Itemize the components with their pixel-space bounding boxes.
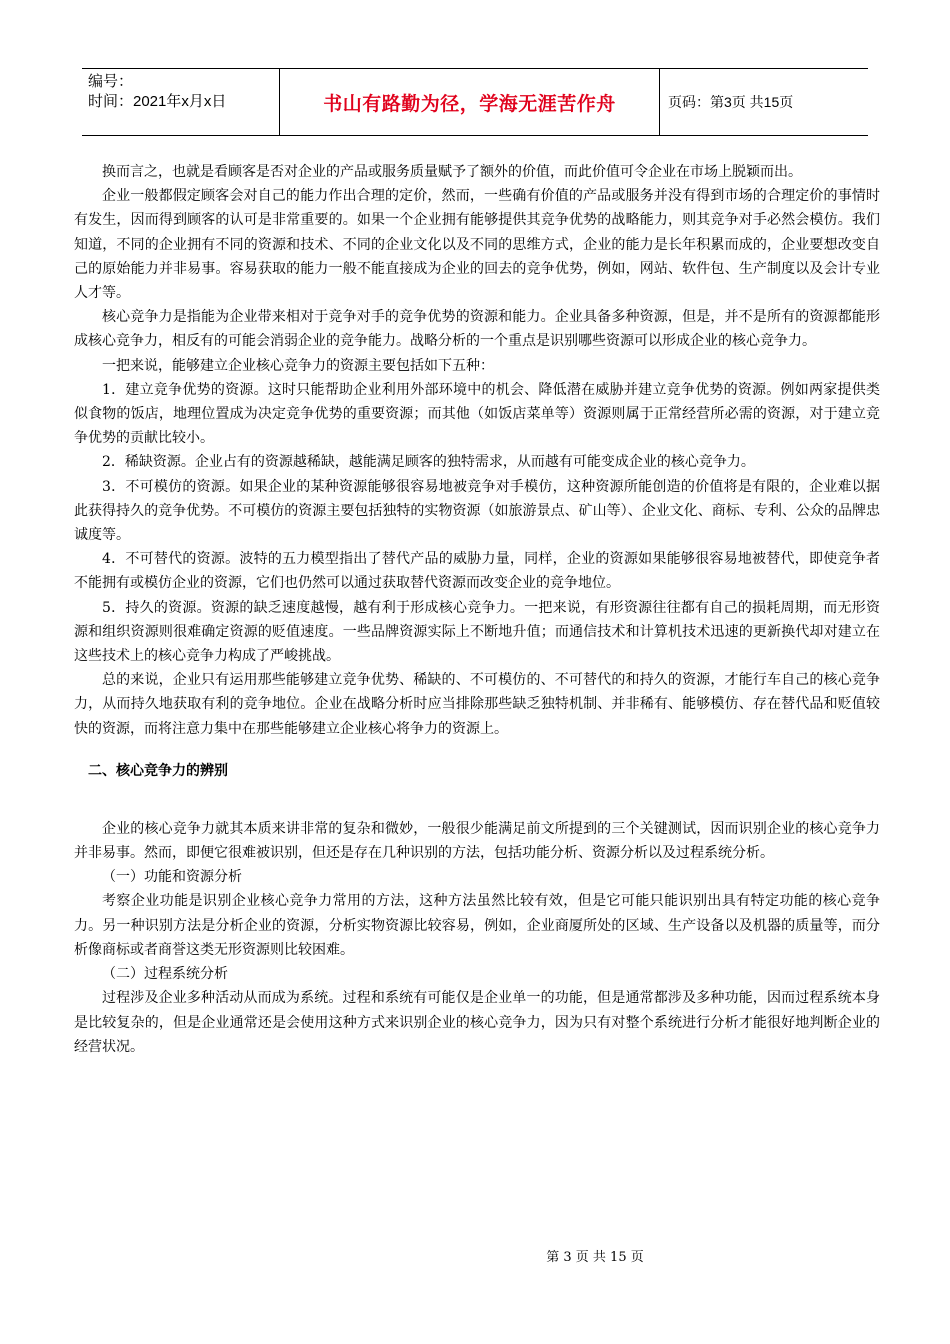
- paragraph: 过程涉及企业多种活动从而成为系统。过程和系统有可能仅是企业单一的功能，但是通常都涉及多种功能，因而过程系统本身是比较复杂的，但是企业通常还是会使用这种方式来识别企业的核心竞争力，因为只有对整个系统进行分析才能很好地判断企业的经营状况。: [74, 990, 880, 1055]
- header-page-number: 页码：第3页 共15页: [668, 94, 794, 110]
- subsection-heading: （一）功能和资源分析: [102, 869, 242, 886]
- document-body: [74, 160, 880, 1059]
- subsection-heading: （二）过程系统分析: [102, 966, 228, 983]
- paragraph: 考察企业功能是识别企业核心竞争力常用的方法，这种方法虽然比较有效，但是它可能只能识别出具有特定功能的核心竞争力。另一种识别方法是分析企业的资源，分析实物资源比较容易，例如，企业商厦所处的区域、生产设备以及机器的质量等，而分析像商标或者商誉这类无形资源则比较困难。: [74, 893, 880, 958]
- spacer: [74, 783, 880, 817]
- list-item: 1．建立竞争优势的资源。这时只能帮助企业利用外部环境中的机会、降低潜在威胁并建立竞争优势的资源。例如两家提供类似食物的饭店，地理位置成为决定竞争优势的重要资源；而其他（如饭店菜单等）资源则属于正常经营所必需的资源，对于建立竞争优势的贡献比较小。: [74, 381, 880, 447]
- list-item: 4．不可替代的资源。波特的五力模型指出了替代产品的威胁力量，同样，企业的资源如果能够很容易地被替代，即使竞争者不能拥有或模仿企业的资源，它们也仍然可以通过获取替代资源而改变企业的竞争地位。: [74, 551, 880, 592]
- paragraph: 企业的核心竞争力就其本质来讲非常的复杂和微妙，一般很少能满足前文所提到的三个关键测试，因而识别企业的核心竞争力并非易事。然而，即便它很难被识别，但还是存在几种识别的方法，包括功能分析、资源分析以及过程系统分析。: [74, 820, 880, 862]
- document-number: 编号：: [88, 73, 134, 90]
- page-header: [82, 68, 868, 136]
- list-item: 5．持久的资源。资源的缺乏速度越慢，越有利于形成核心竞争力。一把来说，有形资源往往都有自己的损耗周期，而无形资源和组织资源则很难确定资源的贬值速度。一些品牌资源实际上不断地升值；而通信技术和计算机技术迅速的更新换代却对建立在这些技术上的核心竞争力构成了严峻挑战。: [74, 599, 880, 665]
- paragraph: 换而言之，也就是看顾客是否对企业的产品或服务质量赋予了额外的价值，而此价值可令企业在市场上脱颖而出。: [102, 164, 802, 180]
- header-motto: 书山有路勤为径，学海无涯苦作舟: [280, 69, 660, 135]
- page-footer: 第 3 页 共 15 页: [546, 1250, 644, 1265]
- list-item: 2．稀缺资源。企业占有的资源越稀缺，越能满足顾客的独特需求，从而越有可能变成企业的核心竞争力。: [102, 454, 755, 471]
- header-meta: [82, 69, 280, 135]
- paragraph: 总的来说，企业只有运用那些能够建立竞争优势、稀缺的、不可模仿的、不可替代的和持久的资源，才能行车自己的核心竞争力，从而持久地获取有利的竞争地位。企业在战略分析时应当排除那些缺乏独特机制、并非稀有、能够模仿、存在替代品和贬值较快的资源，而将注意力集中在那些能够建立企业核心将争力的资源上。: [74, 672, 880, 737]
- paragraph: 一把来说，能够建立企业核心竞争力的资源主要包括如下五种：: [102, 357, 494, 374]
- paragraph: 企业一般都假定顾客会对自己的能力作出合理的定价，然而，一些确有价值的产品或服务并没有得到市场的合理定价的事情时有发生，因而得到顾客的认可是非常重要的。如果一个企业拥有能够提供其竞争优势的战略能力，则其竞争对手必然会模仿。我们知道，不同的企业拥有不同的资源和技术、不同的企业文化以及不同的思维方式，企业的能力是长年积累而成的，企业要想改变自己的原始能力并非易事。容易获取的能力一般不能直接成为企业的回去的竞争优势，例如，网站、软件包、生产制度以及会计专业人才等。: [74, 188, 880, 302]
- section-heading: 二、核心竞争力的辨别: [88, 762, 228, 779]
- paragraph: 核心竞争力是指能为企业带来相对于竞争对手的竞争优势的资源和能力。企业具备多种资源，但是，并不是所有的资源都能形成核心竞争力，相反有的可能会消弱企业的竞争能力。战略分析的一个重点是识别哪些资源可以形成企业的核心竞争力。: [74, 309, 880, 350]
- list-item: 3．不可模仿的资源。如果企业的某种资源能够很容易地被竞争对手模仿，这种资源所能创造的价值将是有限的，企业难以据此获得持久的竞争优势。不可模仿的资源主要包括独特的实物资源（如旅游景点、矿山等）、企业文化、商标、专利、公众的品牌忠诚度等。: [74, 478, 880, 544]
- document-date: 时间：2021年x月x日: [88, 93, 227, 110]
